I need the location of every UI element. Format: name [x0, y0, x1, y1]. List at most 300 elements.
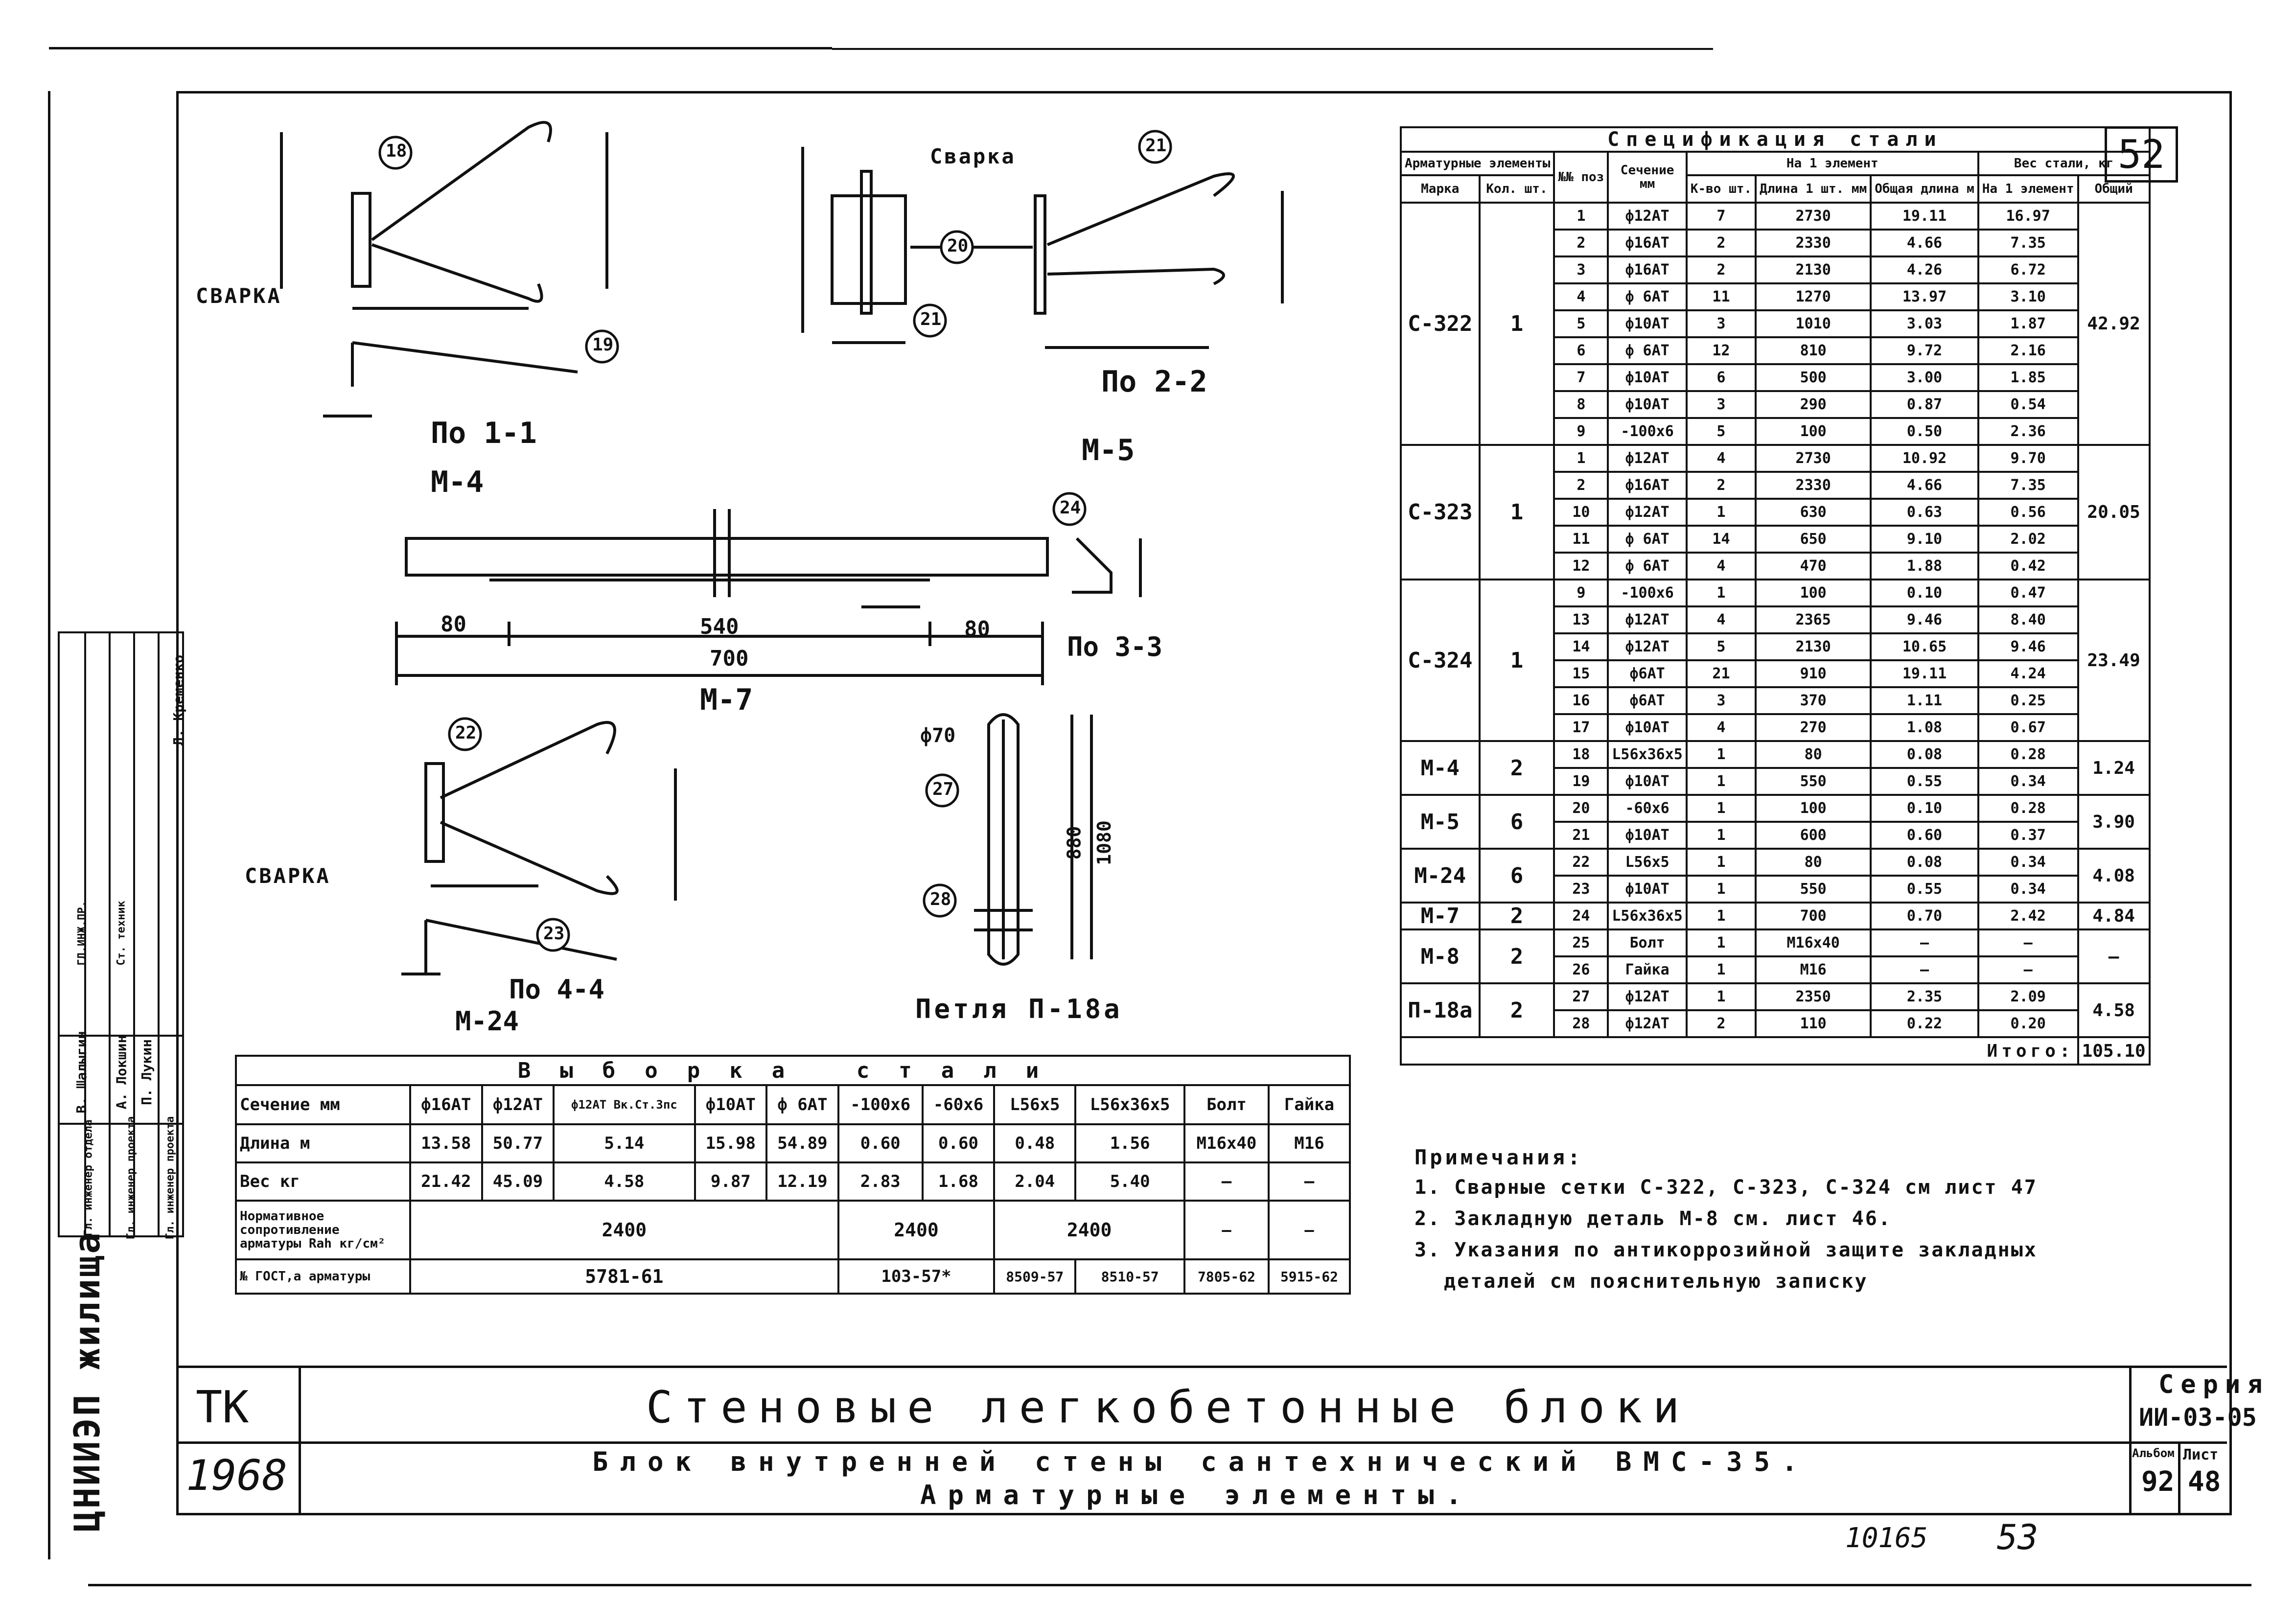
spec-cell: 80: [1756, 849, 1871, 876]
spec-group-total: 23.49: [2078, 580, 2150, 741]
spec-cell: 2330: [1756, 230, 1871, 256]
spec-cell: 2365: [1756, 606, 1871, 633]
spec-cell: ф10АТ: [1608, 391, 1687, 418]
footer-doc-no: 10165: [1845, 1522, 1928, 1554]
spec-cell: ф10АТ: [1608, 822, 1687, 849]
spec-cell: 2730: [1756, 445, 1871, 472]
spec-cell: 9.70: [1978, 445, 2078, 472]
selection-col-header: ф 6АТ: [766, 1085, 838, 1124]
spec-cell: 1: [1687, 876, 1756, 903]
spec-cell: 1: [1687, 499, 1756, 526]
spec-cell: 6.72: [1978, 256, 2078, 283]
spec-group-total: 4.84: [2078, 903, 2150, 929]
spec-cell: 0.67: [1978, 714, 2078, 741]
spec-cell: 7.35: [1978, 230, 2078, 256]
spec-mark: С-322: [1401, 203, 1480, 445]
selection-weight-cell: 45.09: [482, 1162, 554, 1201]
spec-cell: 7: [1687, 203, 1756, 230]
spec-cell: 2.02: [1978, 526, 2078, 553]
selection-weight-cell: 21.42: [410, 1162, 482, 1201]
spec-cell: 700: [1756, 903, 1871, 929]
spec-cell: 2: [1687, 256, 1756, 283]
spec-cell: 3: [1687, 391, 1756, 418]
spec-cell: ф 6АТ: [1608, 283, 1687, 310]
spec-cell: 28: [1554, 1010, 1608, 1037]
p18a-callout-27: 27: [932, 779, 954, 799]
spec-cell: L56х36х5: [1608, 741, 1687, 768]
spec-cell: 1: [1554, 445, 1608, 472]
p18a-label: Петля П-18а: [915, 994, 1123, 1024]
spec-mark: П-18а: [1401, 983, 1480, 1037]
m24-welding-label: СВАРКА: [245, 864, 331, 888]
selection-weight-cell: 4.58: [554, 1162, 695, 1201]
spec-cell: 1: [1687, 849, 1756, 876]
spec-cell: 110: [1756, 1010, 1871, 1037]
spec-cell: 7.35: [1978, 472, 2078, 499]
spec-cell: 26: [1554, 956, 1608, 983]
spec-cell: 4: [1554, 283, 1608, 310]
spec-cell: 7: [1554, 364, 1608, 391]
spec-cell: 0.55: [1871, 768, 1978, 795]
spec-mark: М-7: [1401, 903, 1480, 929]
spec-group-total: —: [2078, 929, 2150, 983]
spec-cell: 4.66: [1871, 472, 1978, 499]
spec-cell: 8: [1554, 391, 1608, 418]
spec-cell: L56х5: [1608, 849, 1687, 876]
spec-cell: 550: [1756, 768, 1871, 795]
spec-cell: 4: [1687, 714, 1756, 741]
spec-count: 2: [1480, 929, 1554, 983]
spec-cell: 2350: [1756, 983, 1871, 1010]
spec-cell: 20: [1554, 795, 1608, 822]
spec-cell: 27: [1554, 983, 1608, 1010]
spec-cell: 1: [1554, 203, 1608, 230]
title-block: [176, 1366, 2270, 1513]
spec-cell: 0.54: [1978, 391, 2078, 418]
selection-col-header: -100х6: [838, 1085, 923, 1124]
spec-cell: 2.09: [1978, 983, 2078, 1010]
spec-cell: L56х36х5: [1608, 903, 1687, 929]
m5-view-label: По 2-2: [1101, 365, 1207, 399]
spec-cell: 4: [1687, 606, 1756, 633]
spec-cell: 9.10: [1871, 526, 1978, 553]
spec-count: 6: [1480, 849, 1554, 903]
spec-cell: 12: [1687, 337, 1756, 364]
spec-cell: 1.85: [1978, 364, 2078, 391]
p18a-diam-label: ф70: [920, 724, 956, 747]
spec-cell: 910: [1756, 660, 1871, 687]
spec-cell: 0.70: [1871, 903, 1978, 929]
spec-cell: 9: [1554, 580, 1608, 606]
approval-name-1: В. Шалыгин: [73, 1031, 90, 1114]
spec-cell: 2.36: [1978, 418, 2078, 445]
spec-cell: 470: [1756, 553, 1871, 580]
spec-cell: 1: [1687, 741, 1756, 768]
spec-cell: ф10АТ: [1608, 876, 1687, 903]
spec-cell: 0.47: [1978, 580, 2078, 606]
selection-table: [235, 1055, 1351, 1295]
spec-cell: -100х6: [1608, 418, 1687, 445]
spec-cell: 100: [1756, 418, 1871, 445]
approval-role-1: Гл. инженер отдела: [82, 1119, 95, 1236]
spec-cell: —: [1871, 956, 1978, 983]
spec-cell: 0.56: [1978, 499, 2078, 526]
selection-length-cell: 13.58: [410, 1124, 482, 1162]
spec-cell: ф 6АТ: [1608, 337, 1687, 364]
spec-cell: 1.11: [1871, 687, 1978, 714]
selection-weight-cell: —: [1269, 1162, 1350, 1201]
spec-cell: 2: [1687, 472, 1756, 499]
spec-cell: 9.46: [1978, 633, 2078, 660]
spec-cell: 290: [1756, 391, 1871, 418]
spec-cell: 80: [1756, 741, 1871, 768]
spec-cell: 19.11: [1871, 203, 1978, 230]
selection-resistance-4: —: [1184, 1201, 1269, 1259]
selection-length-cell: 0.60: [923, 1124, 995, 1162]
spec-cell: -60х6: [1608, 795, 1687, 822]
spec-cell: ф12АТ: [1608, 1010, 1687, 1037]
spec-row: [1401, 929, 2150, 956]
spec-cell: 16.97: [1978, 203, 2078, 230]
title-org: ТК: [196, 1382, 249, 1433]
spec-cell: 0.28: [1978, 741, 2078, 768]
spec-cell: 2.42: [1978, 903, 2078, 929]
spec-cell: 8.40: [1978, 606, 2078, 633]
spec-row: [1401, 903, 2150, 929]
spec-cell: 100: [1756, 795, 1871, 822]
series-label: Серия: [2158, 1370, 2270, 1399]
spec-mark: С-324: [1401, 580, 1480, 741]
selection-gost-1: 5781-61: [410, 1259, 838, 1294]
spec-cell: 100: [1756, 580, 1871, 606]
spec-cell: 0.42: [1978, 553, 2078, 580]
spec-cell: М16х40: [1756, 929, 1871, 956]
spec-row: [1401, 849, 2150, 876]
selection-col-header: -60х6: [923, 1085, 995, 1124]
spec-h-per-element: На 1 элемент: [1687, 152, 1978, 175]
spec-cell: 0.10: [1871, 795, 1978, 822]
selection-gost-4: 8510-57: [1075, 1259, 1184, 1294]
spec-cell: ф16АТ: [1608, 230, 1687, 256]
spec-cell: ф 6АТ: [1608, 526, 1687, 553]
spec-cell: 1: [1687, 768, 1756, 795]
spec-cell: 3.03: [1871, 310, 1978, 337]
spec-mark: М-5: [1401, 795, 1480, 849]
spec-row: [1401, 203, 2150, 230]
spec-cell: 9.72: [1871, 337, 1978, 364]
selection-label-gost: № ГОСТ,а арматуры: [236, 1259, 410, 1294]
spec-cell: 6: [1687, 364, 1756, 391]
footer-page: 53: [1997, 1517, 2039, 1557]
spec-group-total: 4.08: [2078, 849, 2150, 903]
spec-cell: 5: [1687, 633, 1756, 660]
spec-cell: 2: [1687, 230, 1756, 256]
m5-mark: М-5: [1082, 433, 1135, 467]
spec-h-weight: Вес стали, кг: [1978, 152, 2150, 175]
spec-total-value: 105.10: [2078, 1037, 2150, 1065]
spec-cell: 270: [1756, 714, 1871, 741]
selection-length-cell: 50.77: [482, 1124, 554, 1162]
spec-cell: ф16АТ: [1608, 256, 1687, 283]
selection-resistance-1: 2400: [410, 1201, 838, 1259]
spec-cell: 3.10: [1978, 283, 2078, 310]
notes-title: Примечания:: [1414, 1145, 1583, 1169]
spec-group-total: 1.24: [2078, 741, 2150, 795]
selection-title: Выборка стали: [236, 1056, 1350, 1085]
selection-col-header: L56х5: [994, 1085, 1075, 1124]
title-sub-1: Блок внутренней стены сантехнический ВМС-35.: [592, 1446, 1809, 1477]
spec-cell: 11: [1554, 526, 1608, 553]
spec-cell: 1.87: [1978, 310, 2078, 337]
spec-cell: 19.11: [1871, 660, 1978, 687]
spec-cell: 3: [1687, 310, 1756, 337]
m4-welding-label: СВАРКА: [196, 284, 282, 308]
m24-callout-23: 23: [543, 924, 565, 944]
spec-cell: 0.87: [1871, 391, 1978, 418]
m4-callout-19: 19: [592, 335, 614, 355]
note-2: 2. Закладную деталь М-8 см. лист 46.: [1414, 1207, 1892, 1230]
spec-cell: ф12АТ: [1608, 499, 1687, 526]
spec-cell: 23: [1554, 876, 1608, 903]
m7-mark: М-7: [700, 683, 753, 717]
selection-weight-cell: 2.83: [838, 1162, 923, 1201]
spec-row: [1401, 741, 2150, 768]
spec-cell: 3.00: [1871, 364, 1978, 391]
spec-cell: 0.22: [1871, 1010, 1978, 1037]
note-3-cont: деталей см пояснительную записку: [1444, 1270, 1868, 1293]
selection-length-cell: М16х40: [1184, 1124, 1269, 1162]
m7-callout-24: 24: [1060, 498, 1081, 518]
spec-cell: ф6АТ: [1608, 660, 1687, 687]
approval-role-short-2: Ст. техник: [115, 901, 128, 966]
spec-h-mark: Марка: [1401, 175, 1480, 203]
spec-cell: ф 6АТ: [1608, 553, 1687, 580]
spec-cell: 13: [1554, 606, 1608, 633]
spec-cell: ф10АТ: [1608, 768, 1687, 795]
spec-cell: ф12АТ: [1608, 633, 1687, 660]
m7-dim-700: 700: [710, 646, 749, 671]
spec-cell: 0.20: [1978, 1010, 2078, 1037]
spec-cell: 550: [1756, 876, 1871, 903]
spec-cell: 4.66: [1871, 230, 1978, 256]
spec-cell: 9: [1554, 418, 1608, 445]
selection-gost-6: 5915-62: [1269, 1259, 1350, 1294]
spec-cell: 19: [1554, 768, 1608, 795]
approval-name-4: Л. Кременко: [170, 654, 187, 746]
m7-dim-540: 540: [700, 614, 739, 639]
m24-mark: М-24: [455, 1006, 519, 1037]
selection-gost-3: 8509-57: [994, 1259, 1075, 1294]
spec-cell: 1: [1687, 929, 1756, 956]
spec-cell: 1: [1687, 795, 1756, 822]
spec-cell: 0.08: [1871, 741, 1978, 768]
spec-cell: 2.16: [1978, 337, 2078, 364]
title-sub-2: Арматурные элементы.: [920, 1480, 1474, 1510]
spec-cell: ф12АТ: [1608, 203, 1687, 230]
spec-cell: 22: [1554, 849, 1608, 876]
spec-cell: ф10АТ: [1608, 714, 1687, 741]
spec-cell: 0.37: [1978, 822, 2078, 849]
spec-cell: 10: [1554, 499, 1608, 526]
spec-cell: 0.08: [1871, 849, 1978, 876]
selection-col-header: ф12АТ: [482, 1085, 554, 1124]
spec-count: 1: [1480, 203, 1554, 445]
spec-cell: 650: [1756, 526, 1871, 553]
spec-mark: М-4: [1401, 741, 1480, 795]
approval-role-short-1: ГЛ.ИНЖ.ПР.: [76, 901, 89, 966]
spec-body: [1401, 203, 2150, 1037]
spec-cell: 17: [1554, 714, 1608, 741]
spec-row: [1401, 580, 2150, 606]
spec-table: [1400, 126, 2151, 1066]
spec-cell: ф12АТ: [1608, 445, 1687, 472]
m5-callout-21b: 21: [1145, 136, 1167, 156]
selection-resistance-3: 2400: [994, 1201, 1184, 1259]
spec-h-weight-total: Общий: [2078, 175, 2150, 203]
notes-block: [1414, 1145, 2038, 1293]
spec-cell: 2: [1554, 472, 1608, 499]
spec-cell: —: [1978, 929, 2078, 956]
spec-cell: 25: [1554, 929, 1608, 956]
spec-cell: 2330: [1756, 472, 1871, 499]
spec-cell: 630: [1756, 499, 1871, 526]
spec-cell: М16: [1756, 956, 1871, 983]
spec-cell: 0.34: [1978, 876, 2078, 903]
spec-cell: 4: [1687, 445, 1756, 472]
m7-dim-80-right: 80: [964, 617, 990, 642]
spec-group-total: 42.92: [2078, 203, 2150, 445]
spec-cell: 0.34: [1978, 849, 2078, 876]
spec-title: Спецификация стали: [1401, 127, 2150, 152]
selection-weight-cell: 2.04: [994, 1162, 1075, 1201]
selection-length-cell: 1.56: [1075, 1124, 1184, 1162]
title-year: 1968: [186, 1451, 288, 1500]
spec-cell: 0.28: [1978, 795, 2078, 822]
m4-callout-18: 18: [386, 141, 407, 161]
m24-callout-22: 22: [455, 723, 477, 743]
selection-length-cell: 0.48: [994, 1124, 1075, 1162]
spec-cell: 1.08: [1871, 714, 1978, 741]
sheet-number: 52: [2105, 126, 2178, 183]
p18a-dim-1080: 1080: [1093, 820, 1115, 865]
spec-cell: 2130: [1756, 633, 1871, 660]
selection-gost-2: 103-57*: [838, 1259, 995, 1294]
spec-cell: 6: [1554, 337, 1608, 364]
selection-weight-cell: 1.68: [923, 1162, 995, 1201]
spec-cell: ф10АТ: [1608, 364, 1687, 391]
spec-cell: 1: [1687, 580, 1756, 606]
spec-cell: 0.25: [1978, 687, 2078, 714]
spec-row: [1401, 445, 2150, 472]
spec-cell: 0.60: [1871, 822, 1978, 849]
selection-length-cell: 54.89: [766, 1124, 838, 1162]
album-label: Альбом: [2132, 1446, 2175, 1460]
m5-drawing: [803, 147, 1282, 348]
spec-cell: 2730: [1756, 203, 1871, 230]
m7-view-label: По 3-3: [1067, 631, 1163, 662]
spec-cell: 1: [1687, 903, 1756, 929]
spec-group-total: 3.90: [2078, 795, 2150, 849]
spec-cell: 2.35: [1871, 983, 1978, 1010]
spec-cell: 1270: [1756, 283, 1871, 310]
spec-cell: 18: [1554, 741, 1608, 768]
spec-h-weight-per: На 1 элемент: [1978, 175, 2078, 203]
spec-mark: М-8: [1401, 929, 1480, 983]
selection-col-header: ф10АТ: [695, 1085, 767, 1124]
spec-cell: ф6АТ: [1608, 687, 1687, 714]
selection-col-header: L56х36х5: [1075, 1085, 1184, 1124]
selection-weight-cell: 9.87: [695, 1162, 767, 1201]
spec-h-length-one: Длина 1 шт. мм: [1756, 175, 1871, 203]
spec-cell: 0.50: [1871, 418, 1978, 445]
selection-col-header: Гайка: [1269, 1085, 1350, 1124]
spec-cell: 1010: [1756, 310, 1871, 337]
spec-h-pos: №№ поз: [1554, 152, 1608, 203]
p18a-callout-28: 28: [930, 889, 951, 909]
selection-weight-cell: 12.19: [766, 1162, 838, 1201]
series-value: ИИ-03-05: [2139, 1403, 2257, 1432]
spec-cell: 21: [1554, 822, 1608, 849]
spec-cell: 15: [1554, 660, 1608, 687]
spec-cell: 11: [1687, 283, 1756, 310]
spec-h-length-total: Общая длина м: [1871, 175, 1978, 203]
spec-cell: 13.97: [1871, 283, 1978, 310]
spec-group-total: 20.05: [2078, 445, 2150, 580]
spec-cell: 3: [1554, 256, 1608, 283]
spec-cell: ф10АТ: [1608, 310, 1687, 337]
title-main: Стеновые легкобетонные блоки: [646, 1382, 1691, 1433]
approvals-strip: [58, 631, 187, 1240]
approval-name-3: П. Лукин: [138, 1039, 155, 1105]
selection-label-resistance: Нормативное сопротивление арматуры Rаh кг/см²: [236, 1201, 410, 1259]
spec-count: 2: [1480, 741, 1554, 795]
spec-cell: 4.26: [1871, 256, 1978, 283]
note-1: 1. Сварные сетки С-322, С-323, С-324 см лист 47: [1414, 1176, 2038, 1199]
approval-role-2: Гл. инженер проекта: [125, 1116, 138, 1240]
selection-length-cell: М16: [1269, 1124, 1350, 1162]
selection-length-cell: 0.60: [838, 1124, 923, 1162]
m7-dim-80-left: 80: [440, 612, 466, 637]
selection-length-cell: 15.98: [695, 1124, 767, 1162]
selection-resistance-5: —: [1269, 1201, 1350, 1259]
spec-count: 1: [1480, 445, 1554, 580]
spec-cell: 2: [1554, 230, 1608, 256]
spec-group-total: 4.58: [2078, 983, 2150, 1037]
spec-cell: 5: [1554, 310, 1608, 337]
selection-label-weight: Вес кг: [236, 1162, 410, 1201]
spec-cell: 10.92: [1871, 445, 1978, 472]
spec-count: 6: [1480, 795, 1554, 849]
spec-total-label: Итого:: [1401, 1037, 2078, 1065]
spec-count: 2: [1480, 903, 1554, 929]
selection-label-section: Сечение мм: [236, 1085, 410, 1124]
m4-mark: М-4: [431, 465, 484, 499]
spec-cell: —: [1978, 956, 2078, 983]
spec-cell: 1: [1687, 983, 1756, 1010]
selection-weight-cell: 5.40: [1075, 1162, 1184, 1201]
spec-cell: ф12АТ: [1608, 983, 1687, 1010]
spec-mark: М-24: [1401, 849, 1480, 903]
approval-role-3: Гл. инженер проекта: [164, 1116, 177, 1240]
spec-cell: 14: [1554, 633, 1608, 660]
approval-name-2: А. Локшин: [113, 1035, 130, 1110]
selection-weight-cell: —: [1184, 1162, 1269, 1201]
spec-cell: 16: [1554, 687, 1608, 714]
spec-cell: 810: [1756, 337, 1871, 364]
selection-gost-5: 7805-62: [1184, 1259, 1269, 1294]
spec-cell: 3: [1687, 687, 1756, 714]
spec-cell: 2: [1687, 1010, 1756, 1037]
